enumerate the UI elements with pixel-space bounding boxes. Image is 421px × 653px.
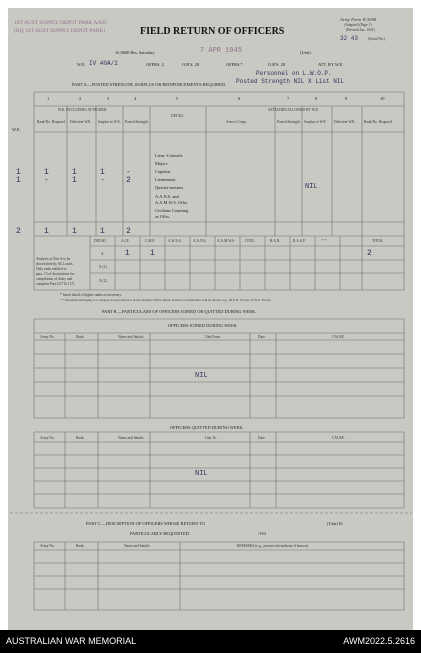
- hdr-detail: DETAIL.: [171, 114, 185, 118]
- row2-col1b: -: [44, 176, 49, 185]
- quitted-hdr-name: Name and Initials.: [118, 436, 145, 440]
- col-num-8: 8: [315, 96, 318, 101]
- hdr-arm-corps: Arm or Corps.: [226, 120, 247, 124]
- form-ref-1: Army Form W.3008: [340, 17, 377, 22]
- quitted-hdr-cause: CAUSE.: [332, 436, 345, 440]
- total-4: 1: [100, 227, 105, 236]
- joined-hdr-rank: Rank.: [76, 335, 85, 339]
- footnote-2: * * Personnel belonging to a category not provided for in the analysis will be shown in this Col. Particulars will be shown, e.g., 28 U.K. Forces; 10 N.Z. Forces.: [60, 298, 272, 302]
- row2-col2: 1: [72, 176, 77, 185]
- c-hdr-rank: Rank.: [76, 544, 85, 548]
- joined-hdr-date: Date.: [258, 335, 266, 339]
- analysis-text-5: compilation of Army and: [36, 277, 73, 281]
- an-hdr-aif: A.I.F.: [121, 239, 130, 243]
- att-label: ATT. BY W.E.: [318, 62, 344, 67]
- part-a-title: PART A.—POSTED STRENGTH, SURPLUS OR REINFORCEMENTS REQUIRED.: [72, 82, 227, 87]
- offrs-1: OFFRS. 2: [146, 62, 164, 67]
- rank-civilians: Civilians Counting: [155, 208, 189, 213]
- an-hdr-ran: R.A.N.: [270, 239, 281, 243]
- rank-lieutenants: Lieutenants: [155, 177, 176, 182]
- an-row-a: A.: [101, 252, 105, 256]
- total-2: 1: [44, 227, 49, 236]
- rank-aamws: A.A.M.W.S. Offrs.: [155, 200, 189, 205]
- joined-hdr-name: Name and Initials.: [118, 335, 145, 339]
- part-a-nil: NIL: [305, 183, 318, 191]
- rank-majors: Majors: [155, 161, 168, 166]
- analysis-text-6: complete Part (117 & 117).: [36, 282, 76, 286]
- row2-col3: -: [100, 176, 105, 185]
- ors-1: O.R'S. 28: [182, 62, 200, 67]
- depot-stamp-line-1: 1ST AUST SUPPLY DEPOT PARK AASC: [14, 20, 108, 26]
- hdr-posted-2: Posted Strength.: [277, 120, 301, 124]
- col-num-1: 1: [47, 96, 50, 101]
- col-num-9: 9: [345, 96, 348, 101]
- we-side-label: W.E.: [12, 127, 21, 132]
- hdr-rank-required: Rank/No. Required.: [37, 120, 66, 124]
- col-num-6: 6: [238, 96, 241, 101]
- hdr-deficient: Deficient W.E.: [70, 120, 92, 124]
- rank-lt-col: Lieut.-Colonels: [155, 153, 183, 158]
- unit-label: (Unit): [300, 50, 311, 55]
- part-c-title-1: PART C.—DESCRIPTION OF OFFICERS WHOSE RETURN TO: [86, 521, 205, 526]
- row1-col4: -: [126, 168, 131, 177]
- an-hdr-detail: DETAIL: [94, 239, 107, 243]
- row1-col3: 1: [100, 168, 105, 177]
- c-hdr-army-no: Army No.: [40, 544, 55, 548]
- typed-line-2: Posted Strength NIL X List NIL: [236, 78, 345, 85]
- row1-col1: 1: [16, 168, 21, 177]
- an-hdr-aamws: A.A.M.W.S.: [217, 239, 235, 243]
- quitted-hdr-army-no: Army No.: [40, 436, 55, 440]
- we-value: IV 40A/2: [89, 60, 118, 67]
- rank-captains: Captains: [155, 169, 171, 174]
- offrs-2: OFFRS.*: [226, 62, 243, 67]
- hdr-surplus: Surplus to W.E.: [98, 120, 121, 124]
- rank-aans: A.A.N.S. and: [155, 194, 179, 199]
- hdr-surplus-2: Surplus to W.E.: [304, 120, 327, 124]
- serial-label: (Serial No.): [368, 37, 385, 41]
- rank-qm: Quarter-masters: [155, 185, 184, 190]
- row2-col4: 2: [126, 176, 131, 185]
- row2-col1: 1: [16, 176, 21, 185]
- analysis-text-3: Only units entitled to: [36, 267, 67, 271]
- col-num-4: 4: [134, 96, 137, 101]
- an-row-x1: X (1): [99, 265, 107, 269]
- an-hdr-total: TOTAL: [372, 239, 384, 243]
- hdr-deficient-2: Deficient W.E.: [334, 120, 356, 124]
- an-hdr-raaf: R.A.A.F.: [293, 239, 306, 243]
- an-row-x2: X (2): [99, 279, 107, 283]
- c-hdr-name: Name and Initials.: [124, 544, 151, 548]
- we-prefix: W.E.: [77, 62, 86, 67]
- quitted-hdr-unit-to: Unit To.: [205, 436, 217, 440]
- quitted-hdr-date: Date.: [258, 436, 266, 440]
- typed-line-1: Personnel on L.W.O.P.: [256, 70, 332, 77]
- quitted-hdr-rank: Rank.: [76, 436, 85, 440]
- rank-as-offrs: as Offrs.: [155, 214, 171, 219]
- col-num-5: 5: [176, 96, 179, 101]
- attached-label: ATTACHED ALLOWED BY W.E.: [268, 108, 319, 112]
- we-excluding-label: W.E. EXCLUDING ATTACHED.: [58, 108, 108, 112]
- footnote-1: * Insert detail of higher ranks as necessary.: [60, 293, 122, 297]
- joined-title: OFFICERS JOINED DURING WEEK: [168, 323, 237, 328]
- quitted-nil: NIL: [195, 470, 208, 478]
- archive-footer: [0, 630, 421, 653]
- c-hdr-remarks: REMARKS (e.g., present whereabouts if known).: [237, 544, 309, 548]
- col-num-3: 3: [107, 96, 110, 101]
- hdr-rank-required-2: Rank/No. Required.: [364, 120, 393, 124]
- an-val-cmf: 1: [150, 249, 155, 258]
- joined-hdr-army-no: Army No.: [40, 335, 55, 339]
- an-val-aif: 1: [125, 249, 130, 258]
- col-num-2: 2: [79, 96, 82, 101]
- joined-nil: NIL: [195, 372, 208, 380]
- joined-hdr-cause: CAUSE.: [332, 335, 345, 339]
- total-3: 1: [72, 227, 77, 236]
- row1-col1b: 1: [44, 168, 49, 177]
- col-num-10: 10: [380, 96, 385, 101]
- hdr-posted: Posted Strength.: [125, 120, 149, 124]
- part-c-title-2: PARTICULARLY REQUESTED.: [130, 531, 190, 536]
- footer-right-text: AWM2022.5.2616: [343, 636, 415, 646]
- total-5: 2: [126, 227, 131, 236]
- col-num-7: 7: [287, 96, 290, 101]
- ors-2: O.R'S. 28: [268, 62, 286, 67]
- analysis-text-2: shown here by ALL units.: [36, 262, 74, 266]
- quitted-title: OFFICERS QUITTED DURING WEEK.: [170, 425, 244, 430]
- an-hdr-cmf: C.M.F.: [145, 239, 155, 243]
- at-label: At 0600 Hrs. Saturday: [115, 50, 155, 55]
- joined-hdr-unit-from: Unit From.: [205, 335, 221, 339]
- an-val-total: 2: [367, 249, 372, 258]
- analysis-text-1: Analysis of Part A to be: [36, 257, 71, 261]
- total-1: 2: [16, 227, 21, 236]
- an-hdr-other: * *: [322, 239, 327, 243]
- part-c-date: /194: [258, 531, 266, 536]
- footer-left-text: AUSTRALIAN WAR MEMORIAL: [6, 636, 137, 646]
- part-c-unit: (Unit) IS: [327, 521, 343, 526]
- form-ref-3: (Revised Jan. 1941): [346, 28, 375, 32]
- an-hdr-civil: CIVIL.: [245, 239, 256, 243]
- form-title: FIELD RETURN OF OFFICERS: [140, 26, 285, 37]
- an-hdr-aans: A.A.N.S.: [193, 239, 207, 243]
- form-ref-2: (Adapted) (Page 1): [344, 23, 372, 27]
- an-hdr-awas: A.W.A.S.: [168, 239, 182, 243]
- date-stamp: 7 APR 1945: [200, 47, 243, 55]
- part-b-title: PART B.—PARTICULARS OF OFFICERS JOINED OR QUITTED DURING WEEK.: [102, 309, 257, 314]
- depot-stamp-line-2: (HQ 1ST AUST SUPPLY DEPOT PARK): [14, 28, 106, 34]
- analysis-text-4: para. 13 of Instructions for: [36, 272, 75, 276]
- row1-col2: 1: [72, 168, 77, 177]
- serial-number: 32 43: [340, 35, 359, 42]
